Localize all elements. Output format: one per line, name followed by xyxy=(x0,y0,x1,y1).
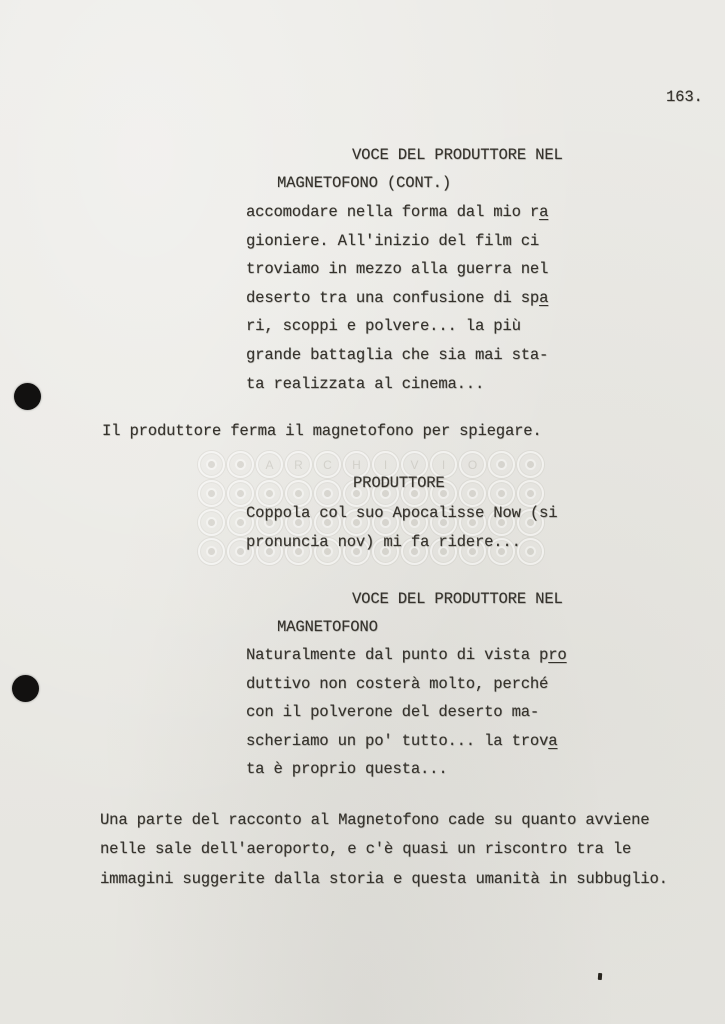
watermark-circle xyxy=(227,451,254,478)
character-cue-voce-magnetofono-cont-line1: VOCE DEL PRODUTTORE NEL xyxy=(352,146,563,164)
text-line: con il polverone del deserto ma- xyxy=(246,703,540,722)
character-cue-produttore: PRODUTTORE xyxy=(353,474,445,492)
text-line: Naturalmente dal punto di vista pro xyxy=(246,646,567,664)
character-cue-voce-magnetofono-cont-line2: MAGNETOFONO (CONT.) xyxy=(277,174,451,192)
dialogue-block-3 xyxy=(246,641,567,784)
text-line: duttivo non costerà molto, perché xyxy=(246,674,549,693)
watermark-circle: V xyxy=(401,451,428,478)
punch-hole-top xyxy=(14,383,41,410)
watermark-circle xyxy=(198,538,225,565)
text-line: pronuncia nov) mi fa ridere... xyxy=(246,532,521,551)
watermark-circle: H xyxy=(343,451,370,478)
text-line: nelle sale dell'aeroporto, e c'è quasi un riscontro tra le xyxy=(100,840,632,859)
watermark-circle xyxy=(198,451,225,478)
text-line: ta realizzata al cinema... xyxy=(246,374,485,393)
character-cue-voce-magnetofono-line2: MAGNETOFONO xyxy=(277,618,378,636)
text-line: ta è proprio questa... xyxy=(246,760,448,779)
text-line: accomodare nella forma dal mio ra xyxy=(246,203,549,221)
text-line: ri, scoppi e polvere... la più xyxy=(246,317,521,336)
watermark-circle xyxy=(198,509,225,536)
watermark-circle xyxy=(198,480,225,507)
text-line: Una parte del racconto al Magnetofono cade su quanto avviene xyxy=(100,811,650,829)
watermark-circle: R xyxy=(285,451,312,478)
watermark-circle xyxy=(517,451,544,478)
character-cue-voce-magnetofono-line1: VOCE DEL PRODUTTORE NEL xyxy=(352,590,563,608)
dialogue-block-2 xyxy=(246,499,557,556)
action-line-1: Il produttore ferma il magnetofono per spiegare. xyxy=(102,422,542,440)
punch-hole-bottom xyxy=(12,675,39,702)
dialogue-block-1 xyxy=(246,198,548,398)
text-line: troviamo in mezzo alla guerra nel xyxy=(246,260,549,279)
action-paragraph-2 xyxy=(100,806,668,894)
ink-speck xyxy=(598,973,602,980)
text-line: grande battaglia che sia mai sta- xyxy=(246,345,549,364)
text-line: gioniere. All'inizio del film ci xyxy=(246,231,540,250)
text-line: immagini suggerite dalla storia e questa umanità in subbuglio. xyxy=(100,869,668,888)
watermark-circle: A xyxy=(256,451,283,478)
watermark-circle: I xyxy=(372,451,399,478)
text-line: scheriamo un po' tutto... la trova xyxy=(246,731,558,750)
page-number: 163. xyxy=(666,88,703,106)
watermark-circle: C xyxy=(314,451,341,478)
text-line: Coppola col suo Apocalisse Now (si xyxy=(246,504,558,522)
watermark-circle: O xyxy=(459,451,486,478)
watermark-circle xyxy=(488,451,515,478)
text-line: deserto tra una confusione di spa xyxy=(246,288,549,307)
watermark-circle: I xyxy=(430,451,457,478)
